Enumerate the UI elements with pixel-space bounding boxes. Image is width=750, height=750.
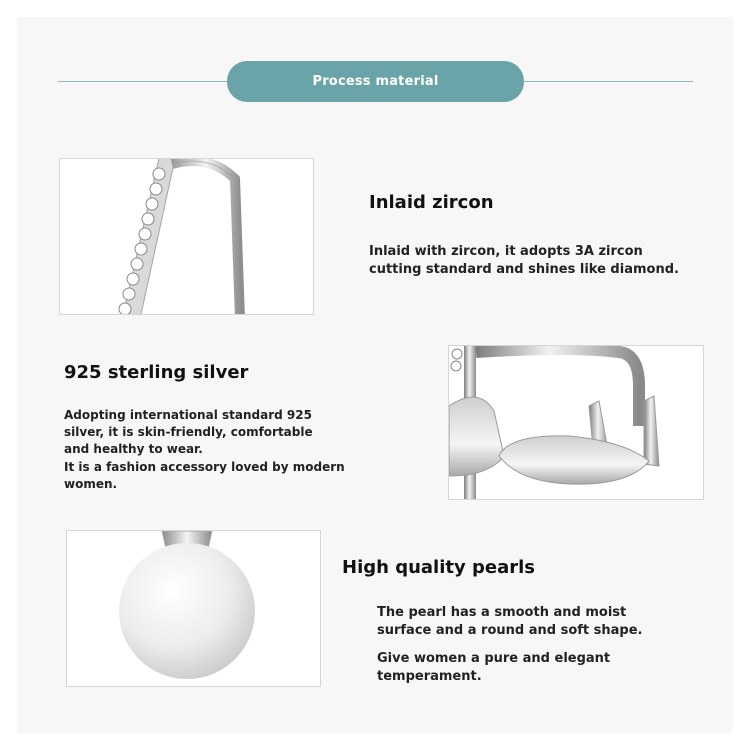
pearl-description-line: temperament. bbox=[377, 669, 482, 684]
pearl-description-line: The pearl has a smooth and moist bbox=[377, 605, 627, 620]
section-title-badge: Process material bbox=[227, 61, 524, 102]
pearl-image bbox=[66, 530, 321, 687]
silver-description-line: women. bbox=[64, 477, 118, 491]
silver-description-line: and healthy to wear. bbox=[64, 442, 203, 456]
silver-heading: 925 sterling silver bbox=[64, 362, 249, 383]
zircon-description-line: cutting standard and shines like diamond. bbox=[369, 262, 679, 277]
zircon-ring-illustration bbox=[60, 159, 313, 314]
pearl-heading: High quality pearls bbox=[342, 557, 535, 578]
silver-description-line: It is a fashion accessory loved by modern bbox=[64, 460, 345, 474]
zircon-description-line: Inlaid with zircon, it adopts 3A zircon bbox=[369, 244, 643, 259]
zircon-description bbox=[369, 243, 679, 279]
header-rule-left bbox=[58, 81, 228, 82]
zircon-ring-image bbox=[59, 158, 314, 315]
pearl-description bbox=[377, 604, 642, 686]
silver-description bbox=[64, 407, 345, 493]
header-rule-right bbox=[523, 81, 693, 82]
pearl-description-line: surface and a round and soft shape. bbox=[377, 623, 643, 638]
silver-prong-image bbox=[448, 345, 704, 500]
silver-prong-illustration bbox=[449, 346, 703, 499]
silver-description-line: Adopting international standard 925 bbox=[64, 408, 312, 422]
pearl-description-line: Give women a pure and elegant bbox=[377, 651, 611, 666]
zircon-heading: Inlaid zircon bbox=[369, 192, 494, 213]
silver-description-line: silver, it is skin-friendly, comfortable bbox=[64, 425, 313, 439]
pearl-illustration bbox=[67, 531, 320, 686]
